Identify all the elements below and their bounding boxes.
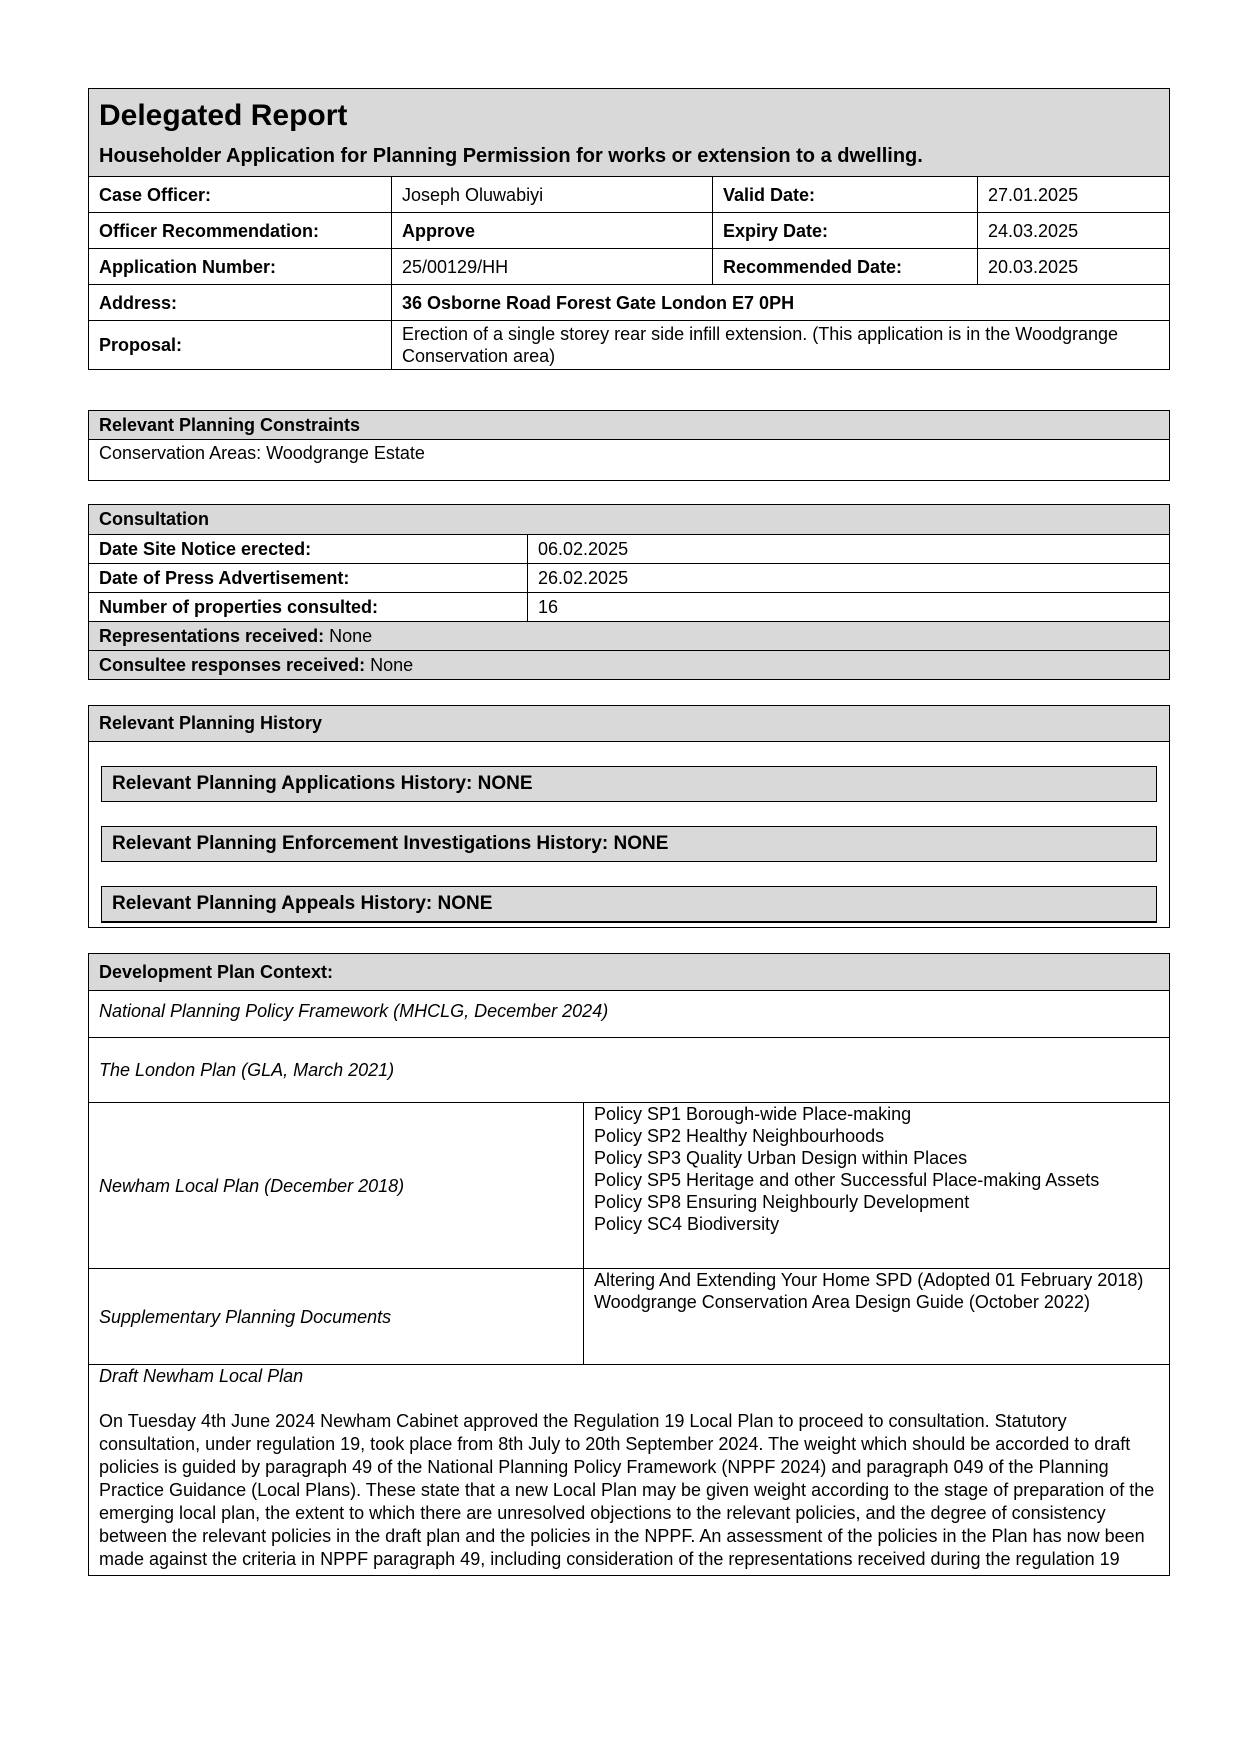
policy-item: Policy SP3 Quality Urban Design within Places: [594, 1148, 968, 1168]
representations-value: None: [324, 626, 373, 646]
development-plan-heading: Development Plan Context:: [89, 954, 1169, 991]
history-heading: Relevant Planning History: [89, 706, 1169, 742]
development-plan-section: [88, 953, 1170, 1576]
consultee-label: Consultee responses received:: [99, 655, 366, 675]
recommended-date-value: 20.03.2025: [978, 249, 1170, 285]
case-officer-value: Joseph Oluwabiyi: [392, 177, 713, 213]
constraints-text: Conservation Areas: Woodgrange Estate: [99, 443, 425, 463]
constraints-heading: Relevant Planning Constraints: [89, 411, 1169, 440]
history-enforcement: Relevant Planning Enforcement Investigations History: NONE: [101, 826, 1157, 862]
report-details-section: [88, 88, 1170, 370]
press-advert-label: Date of Press Advertisement:: [89, 564, 528, 593]
proposal-value: Erection of a single storey rear side infill extension. (This application is in the Woodgrange Conservation area): [392, 321, 1170, 370]
application-number-label: Application Number:: [89, 249, 392, 285]
valid-date-value: 27.01.2025: [978, 177, 1170, 213]
expiry-date-label: Expiry Date:: [713, 213, 978, 249]
spd-label: Supplementary Planning Documents: [89, 1269, 584, 1365]
policy-item: Policy SC4 Biodiversity: [594, 1214, 780, 1234]
history-appeals: Relevant Planning Appeals History: NONE: [101, 886, 1157, 923]
policy-table: [88, 1102, 1170, 1365]
constraints-section: [88, 410, 1170, 481]
address-label: Address:: [89, 285, 392, 321]
local-plan-label: Newham Local Plan (December 2018): [89, 1103, 584, 1269]
london-plan-item: The London Plan (GLA, March 2021): [89, 1038, 1169, 1103]
history-section: [88, 705, 1170, 928]
report-title: Delegated Report: [99, 99, 348, 132]
proposal-label: Proposal:: [89, 321, 392, 370]
representations-row: [89, 622, 1170, 651]
properties-consulted-value: 16: [528, 593, 1170, 622]
properties-consulted-label: Number of properties consulted:: [89, 593, 528, 622]
site-notice-value: 06.02.2025: [528, 535, 1170, 564]
policy-item: Policy SP8 Ensuring Neighbourly Development: [594, 1192, 970, 1212]
expiry-date-value: 24.03.2025: [978, 213, 1170, 249]
press-advert-value: 26.02.2025: [528, 564, 1170, 593]
case-officer-label: Case Officer:: [89, 177, 392, 213]
spd-item: Altering And Extending Your Home SPD (Adopted 01 February 2018): [594, 1270, 1144, 1290]
draft-local-plan-heading: Draft Newham Local Plan: [99, 1366, 304, 1386]
application-number-value: 25/00129/HH: [392, 249, 713, 285]
representations-label: Representations received:: [99, 626, 325, 646]
spd-item: Woodgrange Conservation Area Design Guide (October 2022): [594, 1292, 1090, 1312]
consultation-section: [88, 504, 1170, 680]
details-table: [88, 176, 1170, 370]
recommended-date-label: Recommended Date:: [713, 249, 978, 285]
nppf-item: National Planning Policy Framework (MHCLG, December 2024): [89, 991, 1169, 1038]
report-subtitle: Householder Application for Planning Permission for works or extension to a dwelling.: [99, 145, 923, 167]
policy-item: Policy SP5 Heritage and other Successful Place-making Assets: [594, 1170, 1100, 1190]
address-value: 36 Osborne Road Forest Gate London E7 0PH: [392, 285, 1170, 321]
recommendation-value: Approve: [392, 213, 713, 249]
valid-date-label: Valid Date:: [713, 177, 978, 213]
consultee-row: [89, 651, 1170, 680]
consultee-value: None: [365, 655, 414, 675]
report-header: [89, 89, 1169, 177]
site-notice-label: Date Site Notice erected:: [89, 535, 528, 564]
spd-items: [584, 1269, 1170, 1365]
consultation-heading: Consultation: [89, 505, 1169, 535]
draft-local-plan: [89, 1365, 1169, 1575]
history-applications: Relevant Planning Applications History: NONE: [101, 766, 1157, 802]
local-plan-policies: [584, 1103, 1170, 1269]
consultation-table: [88, 534, 1170, 680]
recommendation-label: Officer Recommendation:: [89, 213, 392, 249]
draft-local-plan-text: On Tuesday 4th June 2024 Newham Cabinet approved the Regulation 19 Local Plan to proceed to consultation. Statutory consultation, under regulation 19, took place from 8th July to 20th September 2024. The weight which should be accorded to draft policies is guided by paragraph 49 of the National Planning Policy Framework (NPPF 2024) and paragraph 049 of the Planning Practice Guidance (Local Plans). These state that a new Local Plan may be given weight according to the stage of preparation of the emerging local plan, the extent to which there are unresolved objections to the relevant policies, and the degree of consistency between the relevant policies in the draft plan and the policies in the NPPF. An assessment of the policies in the Plan has now been made against the criteria in NPPF paragraph 49, including consideration of the representations received during the regulation 19: [99, 1411, 1155, 1569]
policy-item: Policy SP2 Healthy Neighbourhoods: [594, 1126, 885, 1146]
policy-item: Policy SP1 Borough-wide Place-making: [594, 1104, 912, 1124]
